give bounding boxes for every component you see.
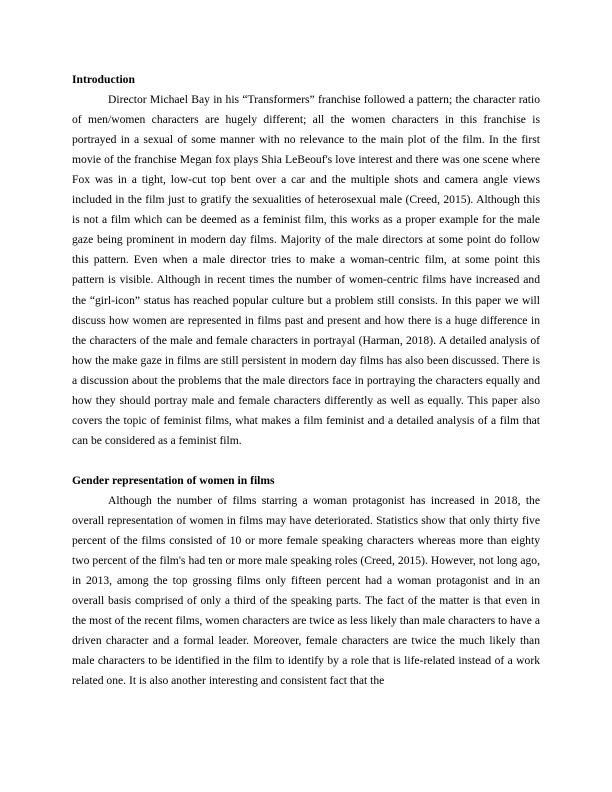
introduction-paragraph: Director Michael Bay in his “Transformers” franchise followed a pattern; the character ratio of men/women characters are hugely different; all the women characters in this franchise is portrayed in a sexual of some manner with no relevance to the main plot of the film. In the first movie of the franchise Megan fox plays Shia LeBeouf's love interest and there was one scene where Fox was in a tight, low-cut top bent over a car and the multiple shots and camera angle views included in the film just to gratify the sexualities of heterosexual male (Creed, 2015). Although this is not a film which can be deemed as a feminist film, this works as a proper example for the male gaze being prominent in modern day films. Majority of the male directors at some point do follow this pattern. Even when a male director tries to make a woman-centric film, at some point this pattern is visible. Although in recent times the number of women-centric films have increased and the “girl-icon” status has reached popular culture but a problem still consists. In this paper we will discuss how women are represented in films past and present and how there is a huge difference in the characters of the male and female characters in portrayal (Harman, 2018). A detailed analysis of how the make gaze in films are still persistent in modern day films has also been discussed. There is a discussion about the problems that the male directors face in portraying the characters equally and how they should portray male and female characters differently as well as equally. This paper also covers the topic of feminist films, what makes a film feminist and a detailed analysis of a film that can be considered as a feminist film.: [72, 93, 540, 447]
section-heading-introduction: Introduction: [72, 73, 135, 86]
section-heading-gender-representation: Gender representation of women in films: [72, 473, 275, 487]
gender-representation-paragraph: Although the number of films starring a woman protagonist has increased in 2018, the overall representation of women in films may have deteriorated. Statistics show that only thirty five percent of the films consisted of 10 or more female speaking characters whereas more than eighty two percent of the film's had ten or more male speaking roles (Creed, 2015). However, not long ago, in 2013, among the top grossing films only fifteen percent had a woman protagonist and in an overall basis comprised of only a third of the speaking parts. The fact of the matter is that even in the most of the recent films, women characters are twice as less likely than male characters to have a driven character and a formal leader. Moreover, female characters are twice the much likely than male characters to be identified in the film to identify by a role that is life-related instead of a work related one. It is also another interesting and consistent fact that the: [72, 493, 540, 688]
document-page: [72, 70, 540, 691]
section-spacer: [72, 451, 540, 471]
